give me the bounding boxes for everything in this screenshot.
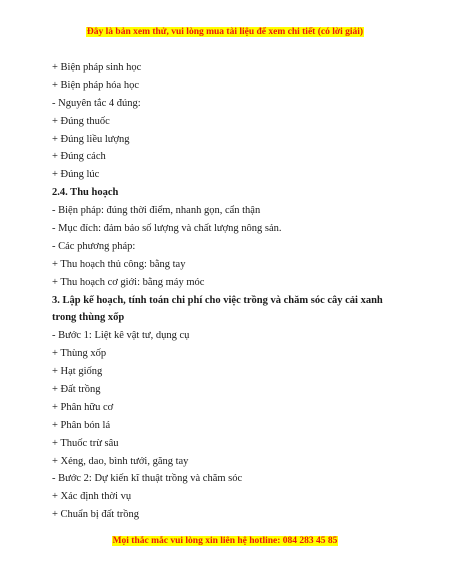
body-text-line: - Các phương pháp: <box>52 240 136 252</box>
body-text-line: + Đúng lúc <box>52 169 100 181</box>
body-text-line: + Thu hoạch cơ giới: bằng máy móc <box>52 276 205 288</box>
body-text-line: + Đúng cách <box>52 151 106 163</box>
body-text-line: + Phân bón lá <box>52 419 111 431</box>
body-text-line: + Thùng xốp <box>52 348 107 360</box>
body-text-line: + Biện pháp sinh học <box>52 62 142 73</box>
body-text-line: + Thuốc trừ sâu <box>52 437 119 449</box>
body-text-line: + Đất trồng <box>52 384 101 396</box>
body-text-line: - Mục đích: đảm bảo số lượng và chất lượng nông sản. <box>52 223 282 235</box>
preview-notice-banner <box>0 26 450 38</box>
section-heading-line: 2.4. Thu hoạch <box>52 187 119 199</box>
preview-notice-text: Đây là bản xem thử, vui lòng mua tài liệu để xem chi tiết (có lời giải) <box>86 27 364 37</box>
body-text-line: - Bước 2: Dự kiến kĩ thuật trồng và chăm sóc <box>52 473 243 485</box>
hotline-notice-banner <box>0 535 450 547</box>
body-text-line: - Nguyên tắc 4 đúng: <box>52 97 141 109</box>
body-text-line: + Chuẩn bị đất trồng <box>52 509 139 521</box>
body-text-line: + Hạt giống <box>52 366 103 378</box>
document-body <box>52 59 402 524</box>
body-text-line: + Thu hoạch thủ công: bằng tay <box>52 258 186 270</box>
body-text-line: + Xẻng, dao, bình tưới, găng tay <box>52 455 189 467</box>
body-text-line: + Phân hữu cơ <box>52 401 114 413</box>
section-heading-line: trong thùng xốp <box>52 312 125 324</box>
body-text-line: + Biện pháp hóa học <box>52 79 139 91</box>
body-text-line: + Đúng liều lượng <box>52 133 130 145</box>
section-heading-line: 3. Lập kế hoạch, tính toán chi phí cho việc trồng và chăm sóc cây cải xanh <box>52 294 383 306</box>
body-text-line: - Bước 1: Liệt kê vật tư, dụng cụ <box>52 330 190 342</box>
body-text-line: + Xác định thời vụ <box>52 491 132 503</box>
hotline-notice-text: Mọi thắc mắc vui lòng xin liên hệ hotline: 084 283 45 85 <box>112 536 338 546</box>
body-text-line: - Biện pháp: đúng thời điểm, nhanh gọn, cẩn thận <box>52 205 261 217</box>
body-text-line: + Đúng thuốc <box>52 115 110 127</box>
